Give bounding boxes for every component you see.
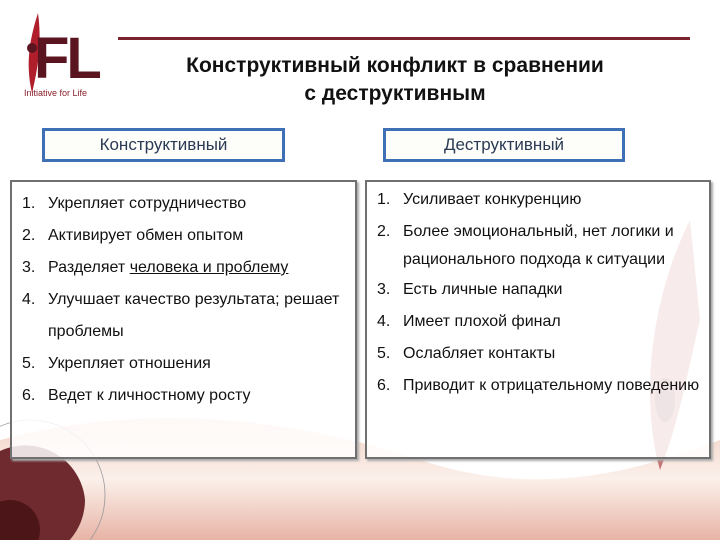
item-number: 4.	[22, 291, 36, 308]
list-item	[12, 348, 355, 380]
item-text	[48, 252, 355, 284]
item-text: Активирует обмен опытом	[48, 227, 244, 244]
item-number: 6.	[377, 377, 391, 394]
item-number: 3.	[377, 281, 391, 298]
list-item	[12, 284, 355, 348]
list-item	[367, 338, 709, 370]
item-text-underlined: человека и проблему	[129, 259, 289, 276]
title-line-2: с деструктивным	[304, 82, 486, 105]
logo-tagline: Initiative for Life	[24, 88, 88, 98]
list-item	[12, 380, 355, 412]
item-text: Усиливает конкуренцию	[403, 191, 582, 208]
item-text: Приводит к отрицательному поведению	[403, 377, 700, 394]
list-item	[367, 370, 709, 402]
header-destructive: Деструктивный	[383, 128, 625, 162]
item-number: 4.	[377, 313, 391, 330]
destructive-list-box	[365, 180, 711, 459]
item-text: Ослабляет контакты	[403, 345, 556, 362]
constructive-list-box	[10, 180, 357, 459]
item-number: 1.	[22, 195, 36, 212]
item-text: Есть личные нападки	[403, 281, 563, 298]
item-number: 2.	[22, 227, 36, 244]
list-item	[12, 220, 355, 252]
slide-title	[120, 52, 670, 108]
item-number: 5.	[22, 355, 36, 372]
header-constructive: Конструктивный	[42, 128, 285, 162]
item-number: 5.	[377, 345, 391, 362]
logo-letters: FL	[34, 26, 99, 91]
item-text: Укрепляет отношения	[48, 355, 211, 372]
item-text: Ведет к личностному росту	[48, 387, 251, 404]
item-number: 2.	[377, 223, 391, 240]
item-text: Улучшает качество результата; решает проблемы	[48, 291, 340, 340]
item-text-plain: Разделяет	[48, 259, 130, 276]
item-number: 1.	[377, 191, 391, 208]
item-number: 6.	[22, 387, 36, 404]
list-item	[367, 306, 709, 338]
item-text: Укрепляет сотрудничество	[48, 195, 247, 212]
title-line-1: Конструктивный конфликт в сравнении	[186, 54, 604, 77]
list-item	[367, 184, 709, 216]
item-number: 3.	[22, 259, 36, 276]
list-item	[12, 252, 355, 284]
list-item	[367, 216, 709, 274]
list-item	[12, 188, 355, 220]
title-rule	[118, 37, 690, 40]
item-text: Более эмоциональный, нет логики и рационального подхода к ситуации	[403, 223, 674, 268]
item-text: Имеет плохой финал	[403, 313, 561, 330]
list-item	[367, 274, 709, 306]
